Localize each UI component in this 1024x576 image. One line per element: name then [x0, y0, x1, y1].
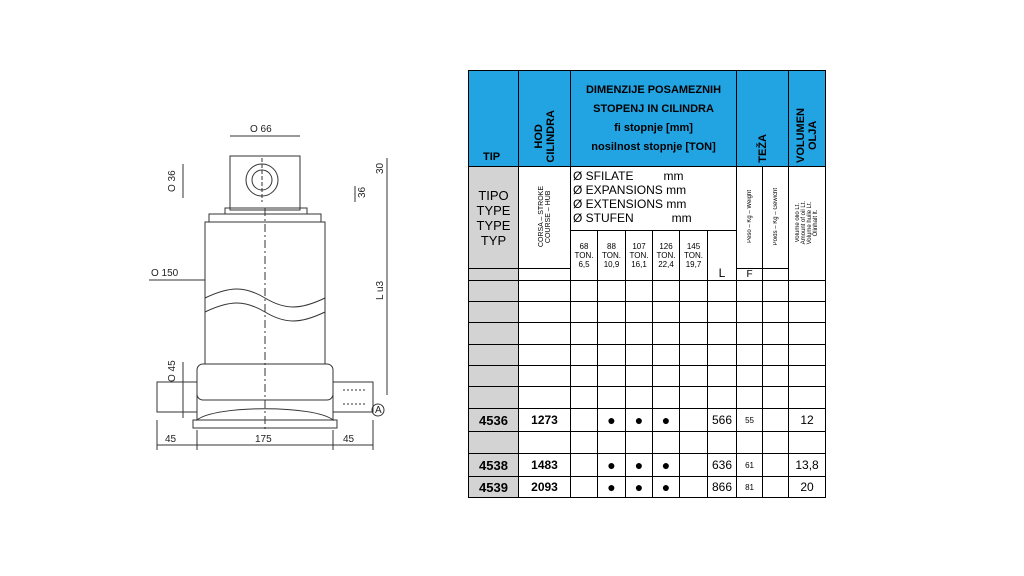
stage-4: 126 TON. 22,4: [653, 231, 680, 281]
header-teza: TEŽA: [756, 134, 769, 163]
cylinder-technical-drawing: [125, 100, 415, 460]
dim-body-diameter: O 150: [151, 268, 179, 279]
f-label: F: [737, 269, 763, 281]
dim-left-extension: 45: [165, 434, 177, 445]
dim-right-extension: 45: [343, 434, 355, 445]
marker-a: A: [375, 405, 382, 416]
dim-top-height: 30: [375, 162, 386, 174]
dim-pin-offset: 36: [357, 186, 368, 198]
volume-label: Volume olio Lt. Amount of oil Lt. Volume huile Lt. Ölinhalt lt.: [795, 200, 820, 245]
dim-top-diameter: O 66: [250, 124, 272, 135]
table-row: 4536 1273 ● ● ● 566 55 12: [469, 409, 826, 432]
dim-length: L u3: [375, 280, 386, 300]
header-tip: TIP: [469, 71, 519, 167]
table-row: 4539 2093 ● ● ● 866 81 20: [469, 477, 826, 498]
dim-pin-diameter: O 36: [167, 170, 178, 192]
stroke-label: CORSA – STROKE COURSE – HUB: [537, 185, 552, 248]
header-hod-cilindra: HOD CILINDRA: [532, 110, 557, 163]
dim-base-pin-diameter: O 45: [167, 360, 178, 382]
header-dimensions: DIMENZIJE POSAMEZNIH STOPENJ IN CILINDRA fi stopnje [mm] nosilnost stopnje [TON]: [571, 71, 737, 167]
stage-2: 88 TON. 10,9: [598, 231, 626, 281]
weight-label-1: Peso – Kg – Weight: [746, 190, 753, 243]
stage-5: 145 TON. 19,7: [680, 231, 708, 281]
stage-3: 107 TON. 16,1: [626, 231, 653, 281]
header-volumen: VOLUMEN OLJA: [795, 108, 820, 163]
table-row: 4538 1483 ● ● ● 636 61 13,8: [469, 454, 826, 477]
spec-table: [468, 70, 826, 498]
weight-label-2: Poids – Kg – Gewicht: [772, 187, 779, 246]
dim-base-width: 175: [255, 434, 272, 445]
l-label: L: [708, 231, 737, 281]
type-label-cell: TIPO TYPE TYPE TYP: [469, 167, 519, 269]
stage-1: 68 TON. 6,5: [571, 231, 598, 281]
diameter-labels: Ø SFILATE mm Ø EXPANSIONS mm Ø EXTENSIONS mm Ø STUFEN mm: [571, 167, 737, 231]
